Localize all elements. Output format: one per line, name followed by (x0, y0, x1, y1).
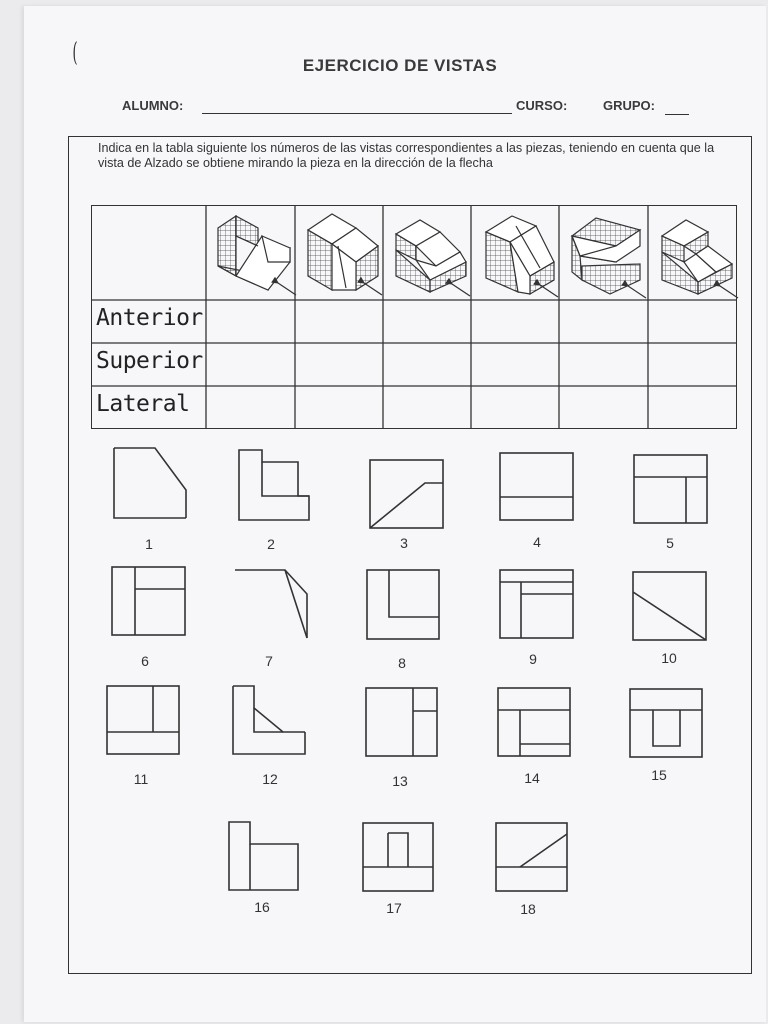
view-13 (366, 688, 437, 756)
view-9 (500, 570, 573, 638)
page-title: EJERCICIO DE VISTAS (302, 56, 498, 75)
view-1 (114, 448, 186, 518)
view-number-18: 18 (520, 901, 536, 917)
view-number-10: 10 (661, 650, 677, 666)
view-10 (633, 572, 706, 640)
row-label-superior: Superior (96, 348, 203, 374)
view-17 (363, 823, 433, 891)
group-label: GRUPO: (603, 98, 655, 113)
view-number-1: 1 (145, 536, 153, 552)
view-7 (235, 570, 307, 638)
view-number-12: 12 (262, 771, 278, 787)
view-number-15: 15 (651, 767, 667, 783)
view-3 (370, 460, 443, 528)
view-4 (500, 453, 573, 520)
view-15 (630, 689, 702, 757)
view-number-8: 8 (398, 655, 406, 671)
view-14 (498, 688, 570, 756)
row-label-anterior: Anterior (96, 305, 203, 331)
view-number-9: 9 (529, 651, 537, 667)
view-number-13: 13 (392, 773, 408, 789)
view-number-3: 3 (400, 535, 408, 551)
view-number-5: 5 (666, 535, 674, 551)
view-2 (239, 450, 309, 520)
view-number-4: 4 (533, 534, 541, 550)
view-16 (229, 822, 298, 890)
instructions: Indica en la tabla siguiente los números de las vistas correspondientes a las piezas, teniendo en cuenta que la vista de Alzado se obtiene mirando la pieza en la dirección de la flecha (98, 141, 715, 170)
view-6 (112, 567, 185, 635)
view-18 (496, 823, 567, 891)
view-12 (233, 686, 305, 754)
view-number-17: 17 (386, 900, 402, 916)
course-label: CURSO: (516, 98, 568, 113)
view-11 (107, 686, 179, 754)
view-5 (634, 455, 707, 523)
row-label-lateral: Lateral (96, 391, 190, 417)
view-number-7: 7 (265, 653, 273, 669)
view-8 (367, 570, 439, 639)
view-number-2: 2 (267, 536, 275, 552)
student-label: ALUMNO: (122, 98, 184, 113)
view-number-6: 6 (141, 653, 149, 669)
page-mark: ( (72, 38, 78, 68)
view-number-14: 14 (524, 770, 540, 786)
view-number-16: 16 (254, 899, 270, 915)
view-number-11: 11 (133, 771, 149, 787)
